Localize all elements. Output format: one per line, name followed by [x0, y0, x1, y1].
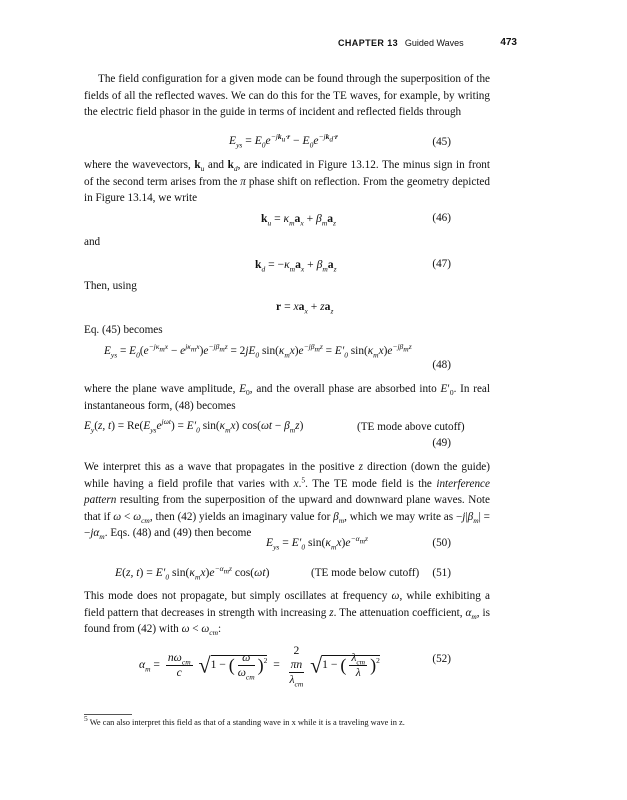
- equation-50: $E_{ys} = E'_0$ $\sin(\kappa_mx)e^{-\alpha_mz}$: [266, 534, 368, 552]
- equation-46: $k_u = \kappa_ma_x + \beta_ma_z$: [261, 212, 336, 228]
- text-eq45-becomes: Eq. (45) becomes: [84, 324, 163, 336]
- equation-52: $\alpha_m$ = $\frac{n\omega_{cm}}{c}$ √1 − ( $\frac{\omega}{\omega_{cm}}$ )$^2$ = 2 πn $\lambda_{cm}$ √1 − ( $\frac{\lambda_{cm}}{\lambda}$ )$^2$: [139, 644, 380, 689]
- paragraph-interpretation: We interpret this as a wave that propagates in the positive z direction (down the guide) while having a field profile that varies with x.$^5$. The TE mode field is the interference pattern resulting from the superposition of the upward and downward plane waves. Note that if $\omega < \omega_{cm}$, then (42) yields an imaginary value for $\beta_m$, which we may write as $-j|\beta_m| = -j\alpha_m$. Eqs. (48) and (49) then become: [84, 461, 490, 542]
- text-and: and: [84, 236, 101, 248]
- chapter-title: Guided Waves: [404, 38, 464, 48]
- equation-number-52: (52): [432, 653, 451, 665]
- equation-number-47: (47): [432, 258, 451, 270]
- equation-51: E(z, $t) = E'_0$ $\sin(\kappa_mx)e^{-\alpha_mz}$ cos(ωt): [115, 564, 270, 582]
- equation-47: $k_d = -\kappa_ma_x + \beta_ma_z$: [255, 258, 337, 274]
- equation-48: $E_{ys} = E_0(e^{-j\kappa_mx} - e^{j\kappa_mx})e^{-j\beta_mz} = 2jE_0$ $\sin(\kappa_mx)e^{-j\beta_mz} = E'_0$ $\sin(\kappa_mx)e^{-j\beta_mz}$: [104, 342, 412, 360]
- footnote-divider: [84, 714, 132, 715]
- note-te-above-cutoff: (TE mode above cutoff): [357, 421, 465, 433]
- equation-number-49: (49): [432, 437, 451, 449]
- footnote: $^5$ We can also interpret this field as that of a standing wave in x while it is a traveling wave in z.: [84, 714, 405, 727]
- running-header: [338, 38, 464, 48]
- paragraph-intro: The field configuration for a given mode can be found through the superposition of the fields of all the reflected waves. We can do this for the TE waves, for example, by writing the electric field phasor in the guide in terms of incident and reflected fields through: [84, 73, 490, 119]
- note-te-below-cutoff: (TE mode below cutoff): [311, 567, 420, 579]
- equation-number-46: (46): [432, 212, 451, 224]
- equation-number-48: (48): [432, 359, 451, 371]
- page-number: 473: [500, 37, 517, 48]
- equation-49: $E_y(z$, $t) = Re(E_{ys}e^{j\omega t}) = E'_0$ $\sin(\kappa_mx) \cos(\omega t - \beta_mz)$: [84, 417, 304, 435]
- equation-number-45: (45): [432, 136, 451, 148]
- equation-number-51: (51): [432, 567, 451, 579]
- paragraph-attenuation: This mode does not propagate, but simply oscillates at frequency ω, while exhibiting a field pattern that decreases in strength with increasing z. The attenuation coefficient, $\alpha_m$, is found from (42) with $\omega < \omega_{cm}$:: [84, 590, 490, 638]
- text-then-using: Then, using: [84, 280, 137, 292]
- equation-position-vector: $r = xa_x + za_z$: [276, 300, 334, 316]
- equation-45: $E_{ys} = E_0e^{-jk_u\cdot r} - E_0e^{-jk_d\cdot r}$: [229, 132, 338, 150]
- paragraph-amplitude: where the plane wave amplitude, $E_0$, and the overall phase are absorbed into $E'_0$. In real instantaneous form, (48) becomes: [84, 383, 490, 412]
- chapter-label: CHAPTER 13: [338, 38, 399, 48]
- paragraph-wavevectors: where the wavevectors, $k_u$ and $k_d$, are indicated in Figure 13.12. The minus sign in front of the second term arises from the π phase shift on reflection. From the geometry depicted in Figure 13.14, we write: [84, 159, 490, 205]
- equation-number-50: (50): [432, 537, 451, 549]
